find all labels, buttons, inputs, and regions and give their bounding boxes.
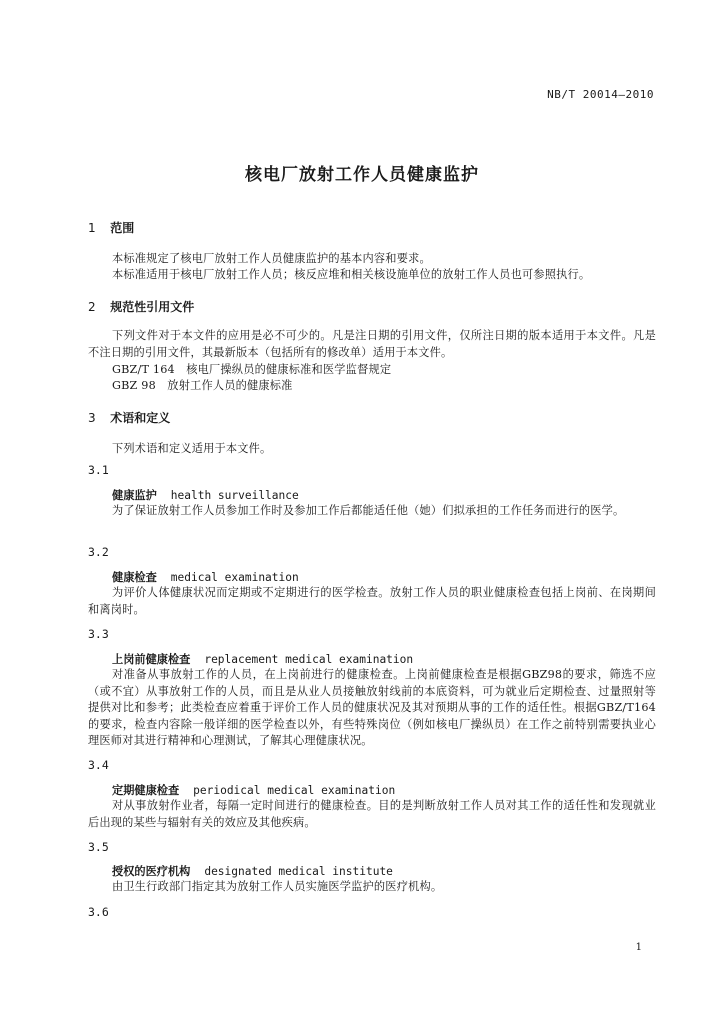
reference-item: GBZ/T 164 核电厂操纵员的健康标准和医学监督规定 [112, 363, 392, 376]
term-definition: 由卫生行政部门指定其为放射工作人员实施医学监护的医疗机构。 [112, 880, 443, 893]
section-number: 1 [88, 221, 96, 235]
term-number: 3.6 [88, 905, 109, 919]
term-definition: 对从事放射作业者，每隔一定时间进行的健康检查。目的是判断放射工作人员对其工作的适任性和发现就业后出现的某些与辐射有关的效应及其他疾病。 [88, 799, 656, 829]
section-number: 2 [88, 300, 96, 314]
term-english: replacement medical examination [204, 653, 414, 666]
section-number: 3 [88, 411, 96, 425]
term-number: 3.1 [88, 463, 109, 477]
section-2-heading [88, 298, 194, 315]
term-english: periodical medical examination [193, 784, 396, 797]
paragraph: 下列术语和定义适用于本文件。 [112, 442, 272, 455]
term-heading [112, 782, 395, 798]
section-title: 范围 [110, 221, 135, 235]
section-title: 术语和定义 [110, 411, 171, 425]
standard-number: NB/T 20014—2010 [547, 88, 654, 101]
term-number: 3.4 [88, 758, 109, 772]
section-title: 规范性引用文件 [110, 300, 195, 314]
term-definition: 为评价人体健康状况而定期或不定期进行的医学检查。放射工作人员的职业健康检查包括上岗前、在岗期间和离岗时。 [88, 586, 656, 616]
section-1-heading [88, 219, 134, 236]
reference-item: GBZ 98 放射工作人员的健康标准 [112, 379, 293, 392]
term-heading [112, 863, 393, 879]
term-heading [112, 487, 299, 503]
term-number: 3.2 [88, 545, 109, 559]
term-english: health surveillance [170, 489, 299, 502]
term-number: 3.3 [88, 627, 109, 641]
term-heading [112, 651, 413, 667]
term-english: designated medical institute [204, 865, 393, 878]
term-definition: 为了保证放射工作人员参加工作时及参加工作后都能适任他（她）们拟承担的工作任务而进行的医学。 [112, 504, 625, 517]
term-chinese: 授权的医疗机构 [112, 865, 191, 878]
term-chinese: 上岗前健康检查 [112, 653, 191, 666]
paragraph: 本标准规定了核电厂放射工作人员健康监护的基本内容和要求。 [112, 252, 431, 265]
document-title: 核电厂放射工作人员健康监护 [245, 165, 479, 185]
term-chinese: 健康检查 [112, 571, 157, 584]
term-number: 3.5 [88, 840, 109, 854]
section-3-heading [88, 409, 170, 426]
paragraph: 本标准适用于核电厂放射工作人员；核反应堆和相关核设施单位的放射工作人员也可参照执行。 [112, 268, 591, 281]
term-heading [112, 569, 299, 585]
term-chinese: 健康监护 [112, 489, 157, 502]
term-definition: 对准备从事放射工作的人员，在上岗前进行的健康检查。上岗前健康检查是根据GBZ98的要求，筛选不应（或不宜）从事放射工作的人员，而且是从业人员接触放射线前的本底资料，可为就业后定期检查、过量照射等提供对比和参考；此类检查应着重于评价工作人员的健康状况及其对预期从事的工作的适任性。根据GBZ/T164的要求，检查内容除一般详细的医学检查以外，有些特殊岗位（例如核电厂操纵员）在工作之前特别需要执业心理医师对其进行精神和心理测试，了解其心理健康状况。 [88, 668, 656, 747]
term-english: medical examination [170, 571, 299, 584]
term-chinese: 定期健康检查 [112, 784, 180, 797]
page-number: 1 [635, 942, 642, 953]
paragraph: 下列文件对于本文件的应用是必不可少的。凡是注日期的引用文件，仅所注日期的版本适用于本文件。凡是不注日期的引用文件，其最新版本（包括所有的修改单）适用于本文件。 [88, 329, 656, 359]
